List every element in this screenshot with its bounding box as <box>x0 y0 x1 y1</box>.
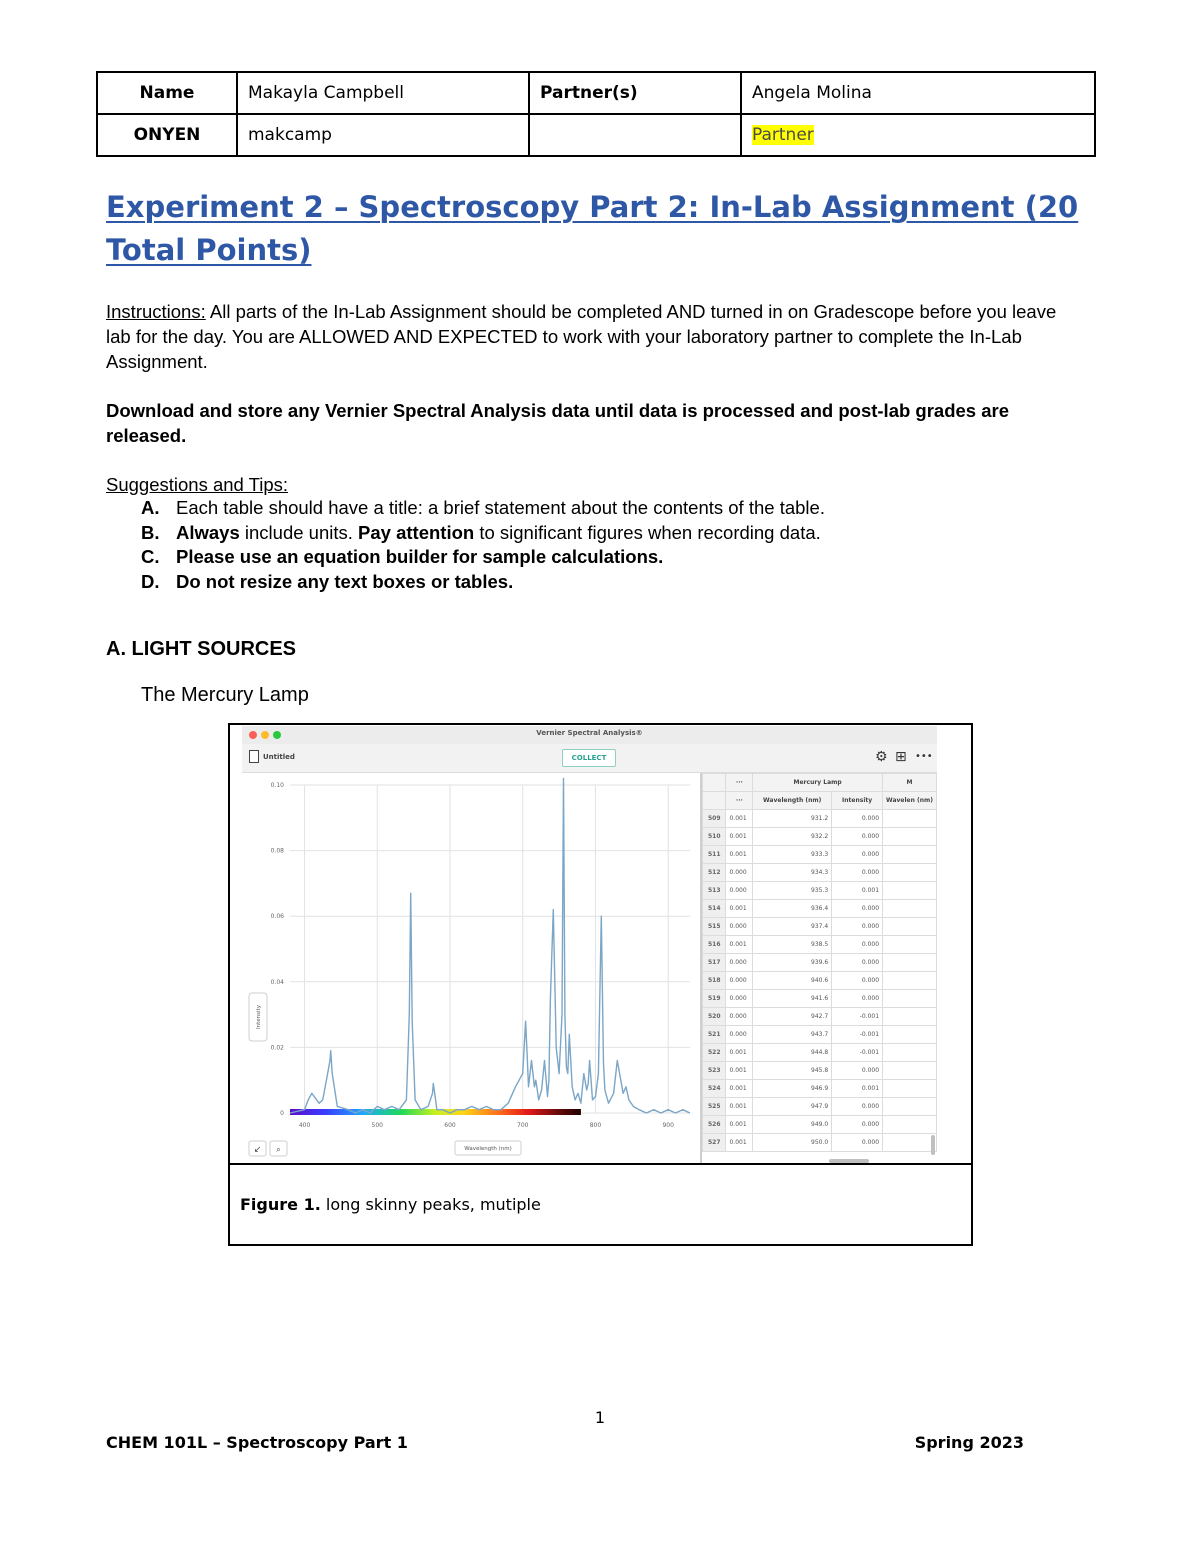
suggestion-text-part: Do not resize any text boxes or tables. <box>176 570 514 592</box>
table-row[interactable] <box>703 1134 937 1152</box>
magnifier-icon: ⌕ <box>276 1145 281 1154</box>
cell-intensity[interactable]: 0.000 <box>832 900 883 918</box>
onyen-label: ONYEN <box>97 114 237 156</box>
suggestion-item <box>141 570 1091 595</box>
table-row[interactable] <box>703 936 937 954</box>
cell-col-a[interactable]: 0.001 <box>726 828 753 846</box>
cell-col-a[interactable]: 0.001 <box>726 810 753 828</box>
table-row[interactable] <box>703 1116 937 1134</box>
suggestion-text-part: Pay attention <box>358 521 475 543</box>
spectral-analysis-screenshot <box>242 726 937 1164</box>
x-tick-label: 900 <box>662 1122 674 1129</box>
y-tick-label: 0 <box>280 1110 284 1117</box>
figure-divider <box>230 1163 971 1165</box>
layout-grid-icon[interactable]: ⊞ <box>895 749 907 765</box>
suggestion-item <box>141 496 1091 521</box>
dataset-more-left[interactable]: ··· <box>726 774 753 792</box>
corner-cell-2 <box>703 792 726 810</box>
cell-next[interactable] <box>883 810 937 828</box>
suggestion-text <box>176 521 821 546</box>
cell-wavelength[interactable]: 939.6 <box>753 954 832 972</box>
cell-wavelength[interactable]: 941.6 <box>753 990 832 1008</box>
cell-next[interactable] <box>883 828 937 846</box>
cell-intensity[interactable]: 0.000 <box>832 990 883 1008</box>
figure-frame <box>228 723 973 1246</box>
y-axis-label: Intensity <box>256 1005 262 1029</box>
suggestions-list <box>141 496 1091 594</box>
dataset-next-partial: M <box>883 774 937 792</box>
row-index[interactable]: 512 <box>703 864 726 882</box>
table-row[interactable] <box>703 1098 937 1116</box>
cell-intensity[interactable]: 0.000 <box>832 954 883 972</box>
row-index[interactable]: 515 <box>703 918 726 936</box>
cell-next[interactable] <box>883 864 937 882</box>
cell-col-a[interactable]: 0.000 <box>726 918 753 936</box>
header-info-table <box>96 71 1096 157</box>
table-row[interactable] <box>703 846 937 864</box>
window-titlebar <box>242 726 937 745</box>
cell-wavelength[interactable]: 934.3 <box>753 864 832 882</box>
cell-next[interactable] <box>883 918 937 936</box>
header-row-name <box>97 72 1095 114</box>
cell-wavelength[interactable]: 933.3 <box>753 846 832 864</box>
table-row[interactable] <box>703 1008 937 1026</box>
table-row[interactable] <box>703 810 937 828</box>
instructions-text: All parts of the In-Lab Assignment should be completed AND turned in on Gradescope before you leave lab for the day. You are ALLOWED AND EXPECTED to work with your laboratory partner to complete the In-Lab Assignment. <box>106 301 1057 372</box>
table-row[interactable] <box>703 1062 937 1080</box>
cell-intensity[interactable]: 0.000 <box>832 810 883 828</box>
cell-intensity[interactable]: 0.000 <box>832 936 883 954</box>
cell-intensity[interactable]: 0.000 <box>832 918 883 936</box>
cell-col-a[interactable]: 0.000 <box>726 1026 753 1044</box>
table-row[interactable] <box>703 954 937 972</box>
cell-col-a[interactable]: 0.000 <box>726 972 753 990</box>
row-index[interactable]: 522 <box>703 1044 726 1062</box>
y-tick-label: 0.02 <box>270 1044 284 1052</box>
cell-next[interactable] <box>883 1098 937 1116</box>
table-row[interactable] <box>703 864 937 882</box>
cell-next[interactable] <box>883 1026 937 1044</box>
figure-caption-text: long skinny peaks, mutiple <box>320 1195 541 1214</box>
suggestion-item <box>141 521 1091 546</box>
column-header-next-partial: Wavelen (nm) <box>883 792 937 810</box>
mercury-lamp-heading: The Mercury Lamp <box>141 684 309 706</box>
cell-wavelength[interactable]: 947.9 <box>753 1098 832 1116</box>
row-index[interactable]: 511 <box>703 846 726 864</box>
series-line <box>290 778 690 1113</box>
cell-intensity[interactable]: 0.001 <box>832 882 883 900</box>
cell-col-a[interactable]: 0.000 <box>726 1008 753 1026</box>
chart-grid <box>290 785 690 1113</box>
row-index[interactable]: 510 <box>703 828 726 846</box>
suggestion-letter: C. <box>141 546 160 567</box>
visible-spectrum-bar <box>290 1109 581 1115</box>
cell-next[interactable] <box>883 1062 937 1080</box>
cell-wavelength[interactable]: 945.8 <box>753 1062 832 1080</box>
row-index[interactable]: 524 <box>703 1080 726 1098</box>
column-header-intensity[interactable]: Intensity <box>832 792 883 810</box>
table-row[interactable] <box>703 900 937 918</box>
page-title: Experiment 2 – Spectroscopy Part 2: In-Lab Assignment (20 Total Points) <box>106 190 1079 267</box>
suggestion-letter: D. <box>141 570 160 592</box>
row-index[interactable]: 525 <box>703 1098 726 1116</box>
cell-col-a[interactable]: 0.001 <box>726 1062 753 1080</box>
x-axis-label: Wavelength (nm) <box>464 1146 512 1152</box>
instructions-label: Instructions: <box>106 301 206 322</box>
cell-wavelength[interactable]: 942.7 <box>753 1008 832 1026</box>
partner-onyen-cell[interactable] <box>741 114 1095 156</box>
suggestion-text <box>176 570 513 595</box>
cell-next[interactable] <box>883 1044 937 1062</box>
suggestion-text-part: include units. <box>239 521 359 543</box>
figure-caption[interactable] <box>240 1195 541 1214</box>
cell-intensity[interactable]: 0.000 <box>832 828 883 846</box>
table-row[interactable] <box>703 828 937 846</box>
cell-col-a[interactable]: 0.000 <box>726 990 753 1008</box>
cell-next[interactable] <box>883 846 937 864</box>
vertical-scrollbar[interactable] <box>931 1135 935 1155</box>
cell-next[interactable] <box>883 1008 937 1026</box>
x-tick-label: 400 <box>298 1122 311 1129</box>
table-row[interactable] <box>703 1026 937 1044</box>
table-row[interactable] <box>703 1044 937 1062</box>
dataset-name[interactable]: Mercury Lamp <box>753 774 883 792</box>
table-row[interactable] <box>703 918 937 936</box>
cell-intensity[interactable]: 0.000 <box>832 846 883 864</box>
y-tick-label: 0.10 <box>270 782 284 789</box>
graph-pane <box>242 773 700 1164</box>
cell-intensity[interactable]: 0.000 <box>832 1116 883 1134</box>
cell-next[interactable] <box>883 1080 937 1098</box>
suggestion-text-part: Please use an equation builder for sample calculations. <box>176 546 664 567</box>
partners-value[interactable]: Angela Molina <box>741 72 1095 114</box>
empty-cell[interactable] <box>529 114 741 156</box>
cell-col-a[interactable]: 0.001 <box>726 1116 753 1134</box>
name-value[interactable]: Makayla Campbell <box>237 72 529 114</box>
suggestion-text <box>176 496 825 521</box>
cell-intensity[interactable]: 0.000 <box>832 1062 883 1080</box>
row-index[interactable]: 521 <box>703 1026 726 1044</box>
cell-col-a[interactable]: 0.000 <box>726 882 753 900</box>
suggestion-text-part: Always <box>176 521 240 543</box>
cell-col-a[interactable]: 0.001 <box>726 900 753 918</box>
cell-wavelength[interactable]: 950.0 <box>753 1134 832 1152</box>
cell-intensity[interactable]: -0.001 <box>832 1008 883 1026</box>
y-tick-label: 0.06 <box>270 913 284 921</box>
row-index[interactable]: 513 <box>703 882 726 900</box>
cell-wavelength[interactable]: 943.7 <box>753 1026 832 1044</box>
gear-icon[interactable]: ⚙ <box>875 749 888 765</box>
cell-wavelength[interactable]: 940.6 <box>753 972 832 990</box>
suggestion-letter: A. <box>141 497 160 518</box>
row-index[interactable]: 516 <box>703 936 726 954</box>
download-note: Download and store any Vernier Spectral Analysis data until data is processed and post-lab grades are released. <box>106 400 1010 446</box>
table-dataset-header <box>703 774 937 792</box>
cell-intensity[interactable]: 0.001 <box>832 1080 883 1098</box>
table-column-header <box>703 792 937 810</box>
data-table-pane <box>702 773 937 1164</box>
cell-col-a[interactable]: 0.000 <box>726 864 753 882</box>
cell-wavelength[interactable]: 936.4 <box>753 900 832 918</box>
file-icon <box>249 750 259 763</box>
cell-intensity[interactable]: 0.000 <box>832 1098 883 1116</box>
partners-label: Partner(s) <box>529 72 741 114</box>
y-tick-label: 0.04 <box>270 978 284 986</box>
data-table <box>702 773 937 1152</box>
table-row[interactable] <box>703 990 937 1008</box>
table-row[interactable] <box>703 882 937 900</box>
cell-next[interactable] <box>883 1116 937 1134</box>
chart-marks <box>290 778 690 1113</box>
cell-intensity[interactable]: 0.000 <box>832 1134 883 1152</box>
page-number: 1 <box>594 1408 606 1427</box>
suggestion-item <box>141 545 1091 570</box>
cell-col-a[interactable]: 0.001 <box>726 936 753 954</box>
cell-intensity[interactable]: -0.001 <box>832 1026 883 1044</box>
suggestion-text-part: to significant figures when recording data. <box>474 521 821 543</box>
cell-next[interactable] <box>883 954 937 972</box>
cell-next[interactable] <box>883 990 937 1008</box>
footer-term: Spring 2023 <box>914 1433 1024 1452</box>
row-index[interactable]: 518 <box>703 972 726 990</box>
suggestions-label: Suggestions and Tips: <box>106 474 289 495</box>
instructions-paragraph <box>106 299 1086 374</box>
autoscale-icon: ↙ <box>253 1145 262 1155</box>
cell-wavelength[interactable]: 938.5 <box>753 936 832 954</box>
suggestion-text <box>176 545 663 570</box>
window-title: Vernier Spectral Analysis® <box>536 729 643 737</box>
cell-intensity[interactable]: 0.000 <box>832 864 883 882</box>
column-more[interactable]: ··· <box>726 792 753 810</box>
cell-next[interactable] <box>883 1134 937 1152</box>
cell-wavelength[interactable]: 946.9 <box>753 1080 832 1098</box>
section-a-heading: A. LIGHT SOURCES <box>106 638 297 660</box>
chart-ticks <box>271 782 674 1129</box>
suggestion-letter: B. <box>141 521 160 543</box>
cell-next[interactable] <box>883 882 937 900</box>
x-tick-label: 700 <box>517 1122 529 1129</box>
cell-wavelength[interactable]: 931.2 <box>753 810 832 828</box>
x-tick-label: 500 <box>371 1122 383 1129</box>
cell-col-a[interactable]: 0.001 <box>726 1080 753 1098</box>
row-index[interactable]: 519 <box>703 990 726 1008</box>
partner-onyen-value: Partner <box>752 125 814 145</box>
table-row[interactable] <box>703 1080 937 1098</box>
cell-wavelength[interactable]: 944.8 <box>753 1044 832 1062</box>
table-row[interactable] <box>703 972 937 990</box>
cell-intensity[interactable]: -0.001 <box>832 1044 883 1062</box>
more-dots-icon[interactable]: ••• <box>915 751 933 762</box>
cell-col-a[interactable]: 0.001 <box>726 846 753 864</box>
row-index[interactable]: 514 <box>703 900 726 918</box>
cell-intensity[interactable]: 0.000 <box>832 972 883 990</box>
row-index[interactable]: 527 <box>703 1134 726 1152</box>
row-index[interactable]: 526 <box>703 1116 726 1134</box>
footer-course: CHEM 101L – Spectroscopy Part 1 <box>106 1433 408 1452</box>
row-index[interactable]: 520 <box>703 1008 726 1026</box>
cell-wavelength[interactable]: 937.4 <box>753 918 832 936</box>
file-name[interactable]: Untitled <box>263 753 295 761</box>
cell-next[interactable] <box>883 900 937 918</box>
onyen-value[interactable]: makcamp <box>237 114 529 156</box>
row-index[interactable]: 509 <box>703 810 726 828</box>
x-tick-label: 800 <box>589 1122 602 1129</box>
header-row-onyen <box>97 114 1095 156</box>
figure-caption-label: Figure 1. <box>240 1195 321 1214</box>
cell-col-a[interactable]: 0.001 <box>726 1098 753 1116</box>
column-header-wavelength[interactable]: Wavelength (nm) <box>753 792 832 810</box>
cell-next[interactable] <box>883 972 937 990</box>
suggestion-text-part: Each table should have a title: a brief statement about the contents of the table. <box>176 497 825 518</box>
app-toolbar <box>242 744 937 773</box>
corner-cell <box>703 774 726 792</box>
row-index[interactable]: 517 <box>703 954 726 972</box>
cell-col-a[interactable]: 0.001 <box>726 1134 753 1152</box>
name-label: Name <box>97 72 237 114</box>
row-index[interactable]: 523 <box>703 1062 726 1080</box>
y-tick-label: 0.08 <box>270 847 284 855</box>
x-tick-label: 600 <box>444 1122 456 1129</box>
cell-wavelength[interactable]: 949.0 <box>753 1116 832 1134</box>
cell-next[interactable] <box>883 936 937 954</box>
spectrum-chart <box>242 773 700 1164</box>
cell-wavelength[interactable]: 932.2 <box>753 828 832 846</box>
collect-button[interactable]: COLLECT <box>562 749 616 767</box>
cell-col-a[interactable]: 0.000 <box>726 954 753 972</box>
cell-col-a[interactable]: 0.001 <box>726 1044 753 1062</box>
cell-wavelength[interactable]: 935.3 <box>753 882 832 900</box>
